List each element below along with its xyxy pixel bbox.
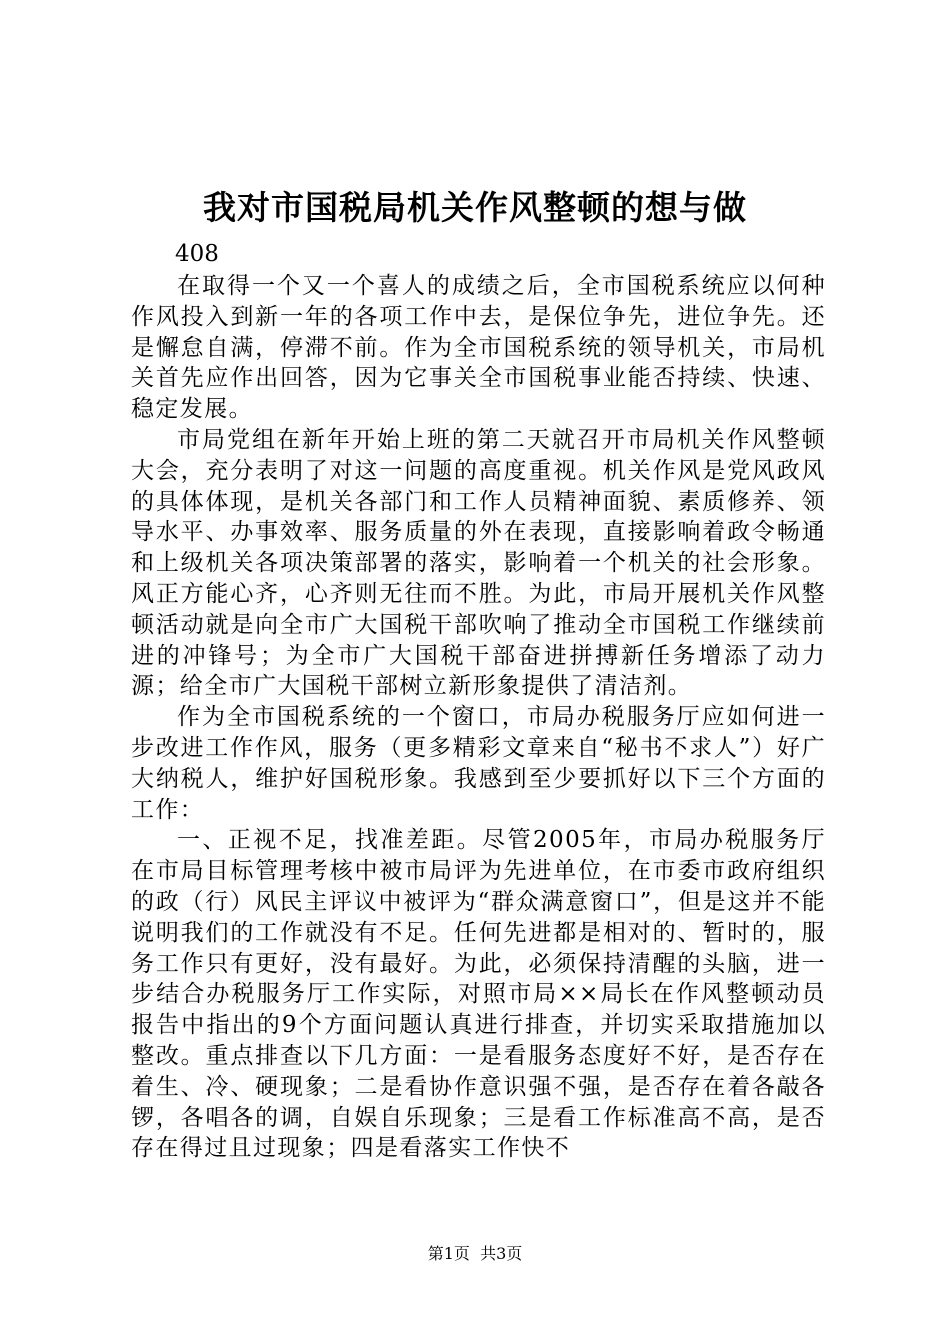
document-number: 408 — [175, 241, 219, 267]
document-body — [131, 271, 826, 1164]
paragraph-2: 市局党组在新年开始上班的第二天就召开市局机关作风整顿大会，充分表明了对这一问题的高度重视。机关作风是党风政风的具体体现，是机关各部门和工作人员精神面貌、素质修养、领导水平、办事效率、服务质量的外在表现，直接影响着政令畅通和上级机关各项决策部署的落实，影响着一个机关的社会形象。风正方能心齐，心齐则无往而不胜。为此，市局开展机关作风整顿活动就是向全市广大国税干部吹响了推动全市国税工作继续前进的冲锋号；为全市广大国税干部奋进拼搏新任务增添了动力源；给全市广大国税干部树立新形象提供了清洁剂。 — [131, 426, 826, 700]
paragraph-1: 在取得一个又一个喜人的成绩之后，全市国税系统应以何种作风投入到新一年的各项工作中去，是保位争先，进位争先。还是懈怠自满，停滞不前。作为全市国税系统的领导机关，市局机关首先应作出回答，因为它事关全市国税事业能否持续、快速、稳定发展。 — [131, 273, 826, 423]
page-total: 共3页 — [480, 1244, 523, 1263]
page-footer — [0, 1242, 950, 1266]
document-title: 我对市国税局机关作风整顿的想与做 — [203, 188, 747, 227]
paragraph-3: 作为全市国税系统的一个窗口，市局办税服务厅应如何进一步改进工作作风，服务（更多精彩文章来自“秘书不求人”）好广大纳税人，维护好国税形象。我感到至少要抓好以下三个方面的工作： — [131, 704, 826, 823]
paragraph-4: 一、正视不足，找准差距。尽管2005年，市局办税服务厅在市局目标管理考核中被市局评为先进单位，在市委市政府组织的政（行）风民主评议中被评为“群众满意窗口”，但是这并不能说明我们的工作就没有不足。任何先进都是相对的、暂时的，服务工作只有更好，没有最好。为此，必须保持清醒的头脑，进一步结合办税服务厅工作实际，对照市局××局长在作风整顿动员报告中指出的9个方面问题认真进行排查，并切实采取措施加以整改。重点排查以下几方面：一是看服务态度好不好，是否存在着生、冷、硬现象；二是看协作意识强不强，是否存在着各敲各锣，各唱各的调，自娱自乐现象；三是看工作标准高不高，是否存在得过且过现象；四是看落实工作快不 — [131, 827, 826, 1162]
page-number: 第1页 — [427, 1244, 470, 1263]
